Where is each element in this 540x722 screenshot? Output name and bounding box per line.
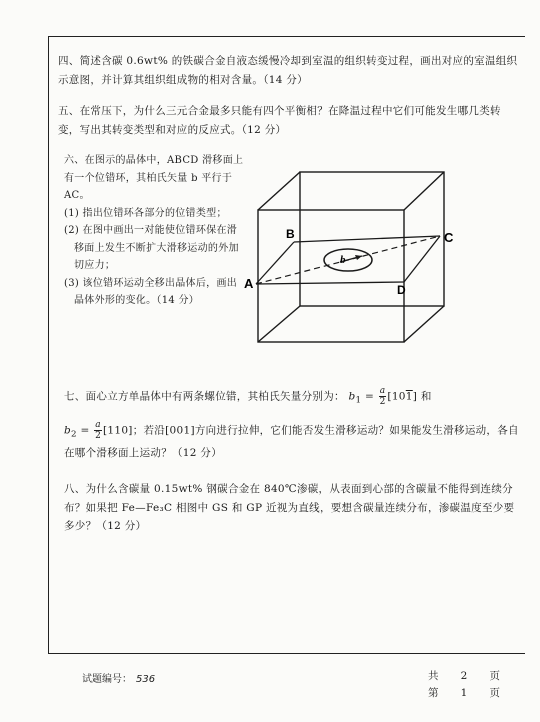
question-7-after: ；若沿[001]方向进行拉伸，它们能否发生滑移运动？如果能发生滑移运动，各自在哪个滑移面上运动？（12 分） bbox=[64, 424, 519, 460]
question-6 bbox=[64, 152, 244, 310]
b2-symbol: b bbox=[64, 424, 72, 437]
page-current-value: 1 bbox=[460, 687, 468, 699]
cube-edges bbox=[258, 172, 444, 342]
question-6-item-1: (1) 指出位错环各部分的位错类型； bbox=[64, 207, 227, 219]
b2-fraction: $\frac{a}{2}$ bbox=[95, 420, 102, 441]
b2-direction: [110] bbox=[102, 424, 133, 437]
crystal-cube-diagram bbox=[244, 160, 468, 350]
question-6-intro: 六、在图示的晶体中，ABCD 滑移面上有一个位错环，其柏氏矢量 b 平行于 AC。 bbox=[64, 155, 244, 201]
cube-front-face bbox=[258, 210, 404, 342]
label-b: B bbox=[286, 227, 295, 241]
label-b-vector: b bbox=[340, 254, 346, 266]
page-total-value: 2 bbox=[460, 670, 468, 682]
question-7-line-2: $b_2$ = $\frac{a}{2}$ [110]；若沿[001]方向进行拉伸，它们能否发生滑移运动？如果能发生滑移运动，各自在哪个滑移面上运动？（12 分） bbox=[64, 420, 519, 460]
label-a: A bbox=[244, 276, 254, 291]
question-7-line-1: 七、面心立方单晶体中有两条螺位错，其柏氏矢量分别为： $b_1$ = $\frac{a}{2}$ [101] 和 bbox=[64, 386, 432, 407]
b1-subscript: 1 bbox=[355, 395, 362, 406]
exam-code-value: 536 bbox=[136, 674, 156, 685]
question-7-lead: 七、面心立方单晶体中有两条螺位错，其柏氏矢量分别为： bbox=[64, 390, 345, 403]
question-4: 四、简述含碳 0.6wt% 的铁碳合金自液态缓慢冷却到室温的组织转变过程，画出对应的室温组织示意图，并计算其组织组成物的相对含量。（14 分） bbox=[58, 55, 518, 86]
page-total-row: 共 2 页 bbox=[428, 668, 500, 685]
question-5: 五、在常压下，为什么三元合金最多只能有四个平衡相？在降温过程中它们可能发生哪几类转变，写出其转变类型和对应的反应式。（12 分） bbox=[58, 105, 501, 136]
b1-direction: [101] bbox=[387, 390, 418, 403]
page-current-row: 第 1 页 bbox=[428, 685, 500, 702]
question-8: 八、为什么含碳量 0.15wt% 钢碳合金在 840℃渗碳，从表面到心部的含碳量不能得到连续分布？如果把 Fe—Fe₃C 相图中 GS 和 GP 近视为直线，要想含碳量连续分布，渗碳温度至少要多少？（12 分） bbox=[64, 483, 515, 532]
question-6-item-3: (3) 该位错环运动全移出晶体后，画出晶体外形的变化。（14 分） bbox=[64, 277, 238, 306]
b1-fraction: $\frac{a}{2}$ bbox=[379, 386, 386, 407]
page-counter bbox=[428, 668, 500, 702]
question-6-item-2: (2) 在图中画出一对能使位错环保在滑移面上发生不断扩大滑移运动的外加切应力； bbox=[64, 225, 239, 271]
b1-symbol: b bbox=[348, 390, 356, 403]
b1-tail: 和 bbox=[420, 390, 432, 403]
label-d: D bbox=[397, 283, 406, 297]
exam-code-label: 试题编号： bbox=[82, 674, 132, 685]
b2-subscript: 2 bbox=[71, 429, 77, 440]
exam-code bbox=[82, 670, 155, 685]
label-c: C bbox=[444, 230, 454, 245]
